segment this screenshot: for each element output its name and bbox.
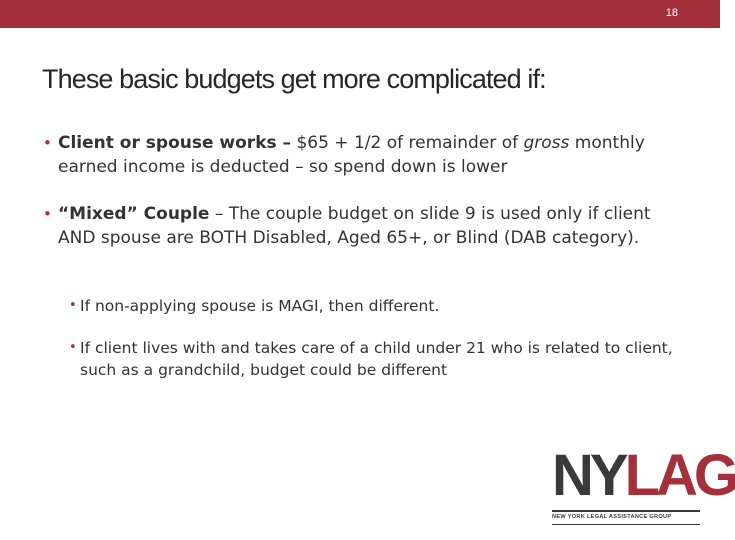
bullet-dot-icon: •: [43, 134, 52, 152]
sub-bullet-text: If non-applying spouse is MAGI, then different.: [80, 297, 440, 315]
bullet-italic-text: gross: [523, 133, 570, 153]
bullet-bold-text: “Mixed” Couple: [58, 204, 210, 224]
bullet-text: monthly earned income is deducted – so spend down is lower: [58, 133, 645, 177]
sub-bullet-text: If client lives with and takes care of a child under 21 who is related to client, such as a grandchild, budget could be different: [80, 339, 673, 379]
sub-bullet-child: [69, 337, 690, 381]
slide-title: These basic budgets get more complicated if:: [42, 64, 546, 94]
logo-wordmark: NYLAG: [552, 443, 735, 508]
nylag-logo: [552, 443, 735, 522]
slide-number: 18: [665, 7, 678, 19]
logo-tagline: NEW YORK LEGAL ASSISTANCE GROUP: [552, 510, 700, 525]
bullet-bold-text: Client or spouse works –: [58, 133, 292, 153]
sub-bullet-magi: [69, 295, 680, 317]
bullet-dot-icon: •: [43, 205, 52, 223]
bullet-mixed-couple: [43, 202, 678, 250]
sub-bullet-dot-icon: •: [69, 340, 77, 355]
bullet-text: $65 + 1/2 of remainder of: [291, 133, 524, 153]
bullet-text: – The couple budget on slide 9 is used only if client AND spouse are BOTH Disabled, Aged 65+, or Blind (DAB category).: [58, 204, 651, 248]
bullet-client-works: [43, 131, 688, 179]
sub-bullet-dot-icon: •: [69, 298, 77, 313]
header-bar: [0, 0, 720, 28]
